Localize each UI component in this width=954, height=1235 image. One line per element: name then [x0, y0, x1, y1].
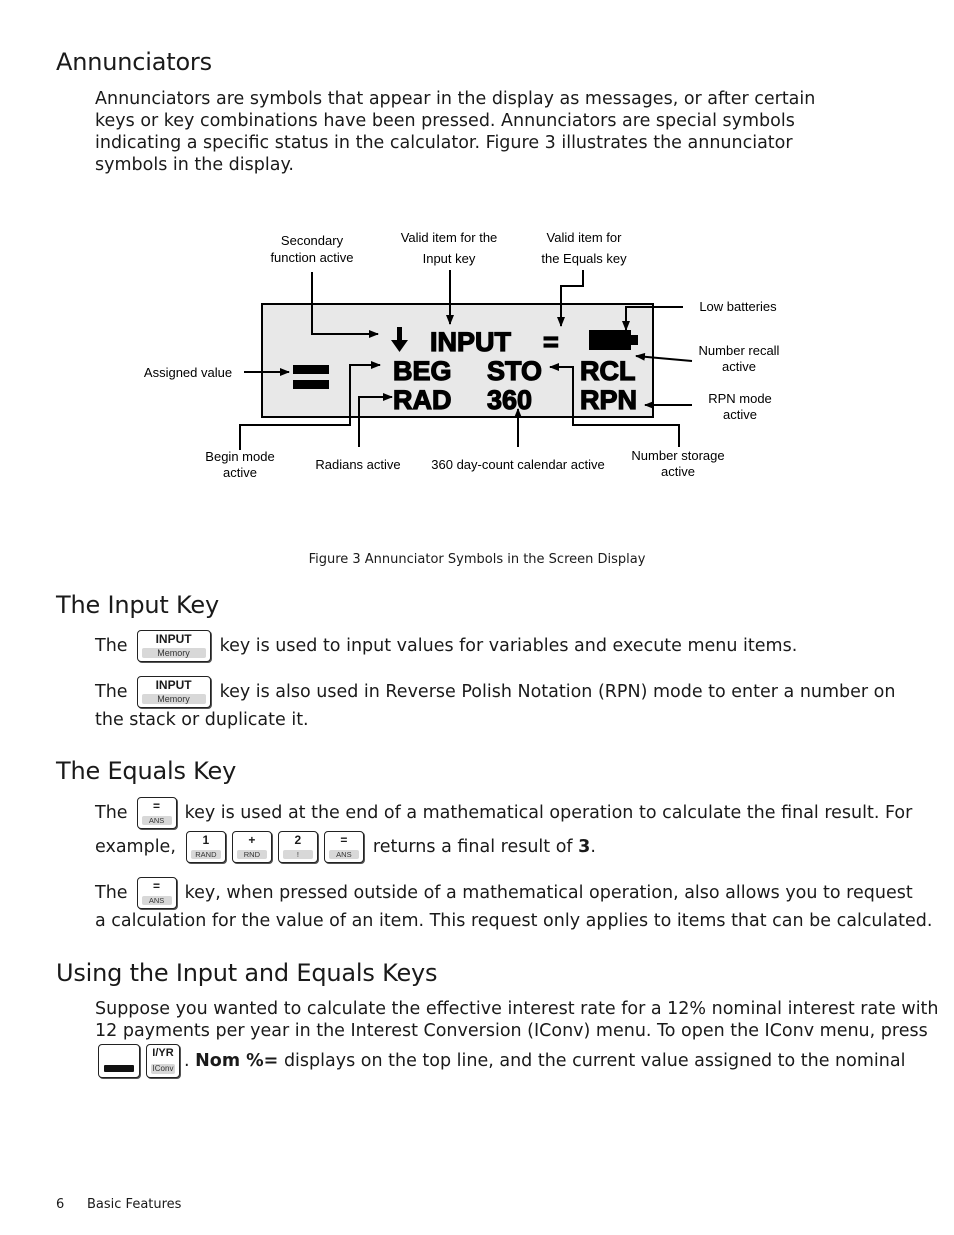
equals-key-label: =	[340, 833, 348, 847]
result-value: 3	[578, 837, 591, 857]
footer-title: Basic Features	[87, 1197, 182, 1212]
label-360-day: 360 day-count calendar active	[431, 457, 605, 472]
label-valid-equals-1: Valid item for	[546, 230, 622, 245]
input-key-label: INPUT	[155, 632, 192, 646]
label-assigned-value: Assigned value	[143, 365, 233, 380]
text: Suppose you wanted to calculate the effective interest rate for a 12% nominal interest rate with	[95, 999, 939, 1019]
input-key-sublabel: Memory	[142, 694, 206, 704]
equals-key	[324, 831, 364, 863]
equals-key	[137, 797, 177, 829]
lcd-360: 360	[487, 385, 533, 415]
heading-using-keys: Using the Input and Equals Keys	[56, 959, 438, 987]
two-key	[278, 831, 318, 863]
text: .	[590, 837, 596, 857]
lcd-rad: RAD	[393, 385, 452, 415]
two-key-label: 2	[294, 833, 302, 847]
label-rpn-mode-2: active	[723, 407, 757, 422]
text: key is also used in Reverse Polish Notation (RPN) mode to enter a number on	[219, 682, 896, 702]
lcd-rcl: RCL	[580, 356, 636, 386]
label-valid-input-1: Valid item for the	[400, 230, 498, 245]
shift-key	[98, 1044, 140, 1078]
label-secondary-1: Secondary	[280, 233, 344, 248]
input-key-label: INPUT	[155, 678, 192, 692]
plus-key	[232, 831, 272, 863]
annunciators-paragraph: Annunciators are symbols that appear in the display as messages, or after certain keys or key combinations have been pressed. Annunciators are special symbols indicating a specific status in the calculator. Figure 3 illustrates the annunciator symbols in the display.	[95, 89, 816, 175]
annunciator-figure	[0, 220, 954, 540]
text: a calculation for the value of an item. This request only applies to items that can be calculated.	[95, 911, 933, 931]
one-key-label: 1	[202, 833, 210, 847]
text: key is used to input values for variables and execute menu items.	[219, 636, 798, 656]
equals-key-line-4	[95, 911, 932, 931]
lcd-beg: BEG	[393, 356, 452, 386]
nom-percent-label: Nom %=	[195, 1051, 279, 1071]
text: the stack or duplicate it.	[95, 710, 309, 730]
input-key-line-1	[95, 630, 797, 662]
label-secondary-2: function active	[270, 250, 354, 265]
iyr-key	[146, 1044, 180, 1078]
label-rpn-mode-1: RPN mode	[708, 391, 772, 406]
battery-icon	[589, 330, 638, 350]
equals-key	[137, 877, 177, 909]
equals-key-sublabel: ANS	[142, 896, 172, 905]
text: key is used at the end of a mathematical operation to calculate the final result. For	[184, 803, 913, 823]
equals-key-line-3	[95, 877, 913, 909]
heading-equals-key: The Equals Key	[56, 757, 237, 785]
label-begin-mode-2: active	[223, 465, 257, 480]
equals-key-label: =	[153, 879, 161, 893]
label-begin-mode-1: Begin mode	[205, 449, 275, 464]
heading-input-key: The Input Key	[56, 591, 219, 619]
input-key-line-3	[95, 710, 309, 730]
equals-key-sublabel: ANS	[142, 816, 172, 825]
text: key, when pressed outside of a mathematical operation, also allows you to request	[184, 883, 913, 903]
label-number-storage-2: active	[661, 464, 695, 479]
label-valid-equals-2: the Equals key	[541, 251, 627, 266]
text: displays on the top line, and the current value assigned to the nominal	[283, 1051, 906, 1071]
shift-key-bar	[104, 1065, 134, 1072]
input-key	[137, 676, 211, 708]
label-number-recall-1: Number recall	[698, 343, 780, 358]
text: .	[184, 1051, 190, 1071]
text: The	[95, 803, 128, 823]
heading-annunciators: Annunciators	[56, 48, 212, 76]
using-line-3	[95, 1044, 905, 1078]
using-line-2	[95, 1021, 928, 1041]
equals-key-line-2	[95, 831, 596, 863]
text: The	[95, 682, 128, 702]
label-low-batteries: Low batteries	[699, 299, 777, 314]
equals-key-sublabel: ANS	[329, 850, 359, 859]
label-valid-input-2: Input key	[422, 251, 476, 266]
one-key-sublabel: RAND	[191, 850, 221, 859]
text: returns a final result of	[372, 837, 573, 857]
using-line-1	[95, 999, 939, 1019]
figure-caption: Figure 3 Annunciator Symbols in the Screen Display	[308, 552, 646, 567]
page-number: 6	[56, 1197, 65, 1212]
text: The	[95, 883, 128, 903]
lcd-input: INPUT	[430, 327, 511, 357]
text: 12 payments per year in the Interest Conversion (IConv) menu. To open the IConv menu, press	[95, 1021, 928, 1041]
iyr-key-label: I/YR	[152, 1047, 174, 1059]
lcd-equals: =	[543, 327, 559, 357]
lcd-sto: STO	[487, 356, 543, 386]
label-radians: Radians active	[315, 457, 401, 472]
lcd-rpn: RPN	[580, 385, 638, 415]
input-key-sublabel: Memory	[142, 648, 206, 658]
text: example,	[95, 837, 176, 857]
plus-key-sublabel: RND	[237, 850, 267, 859]
iyr-key-sublabel: IConv	[152, 1064, 174, 1073]
label-number-storage-1: Number storage	[631, 448, 725, 463]
text: The	[95, 636, 128, 656]
two-key-sublabel: !	[283, 850, 313, 859]
input-key	[137, 630, 211, 662]
equals-key-line-1	[95, 797, 912, 829]
equals-key-label: =	[153, 799, 161, 813]
plus-key-label: +	[248, 833, 256, 847]
input-key-line-2	[95, 676, 895, 708]
label-number-recall-2: active	[722, 359, 756, 374]
one-key	[186, 831, 226, 863]
